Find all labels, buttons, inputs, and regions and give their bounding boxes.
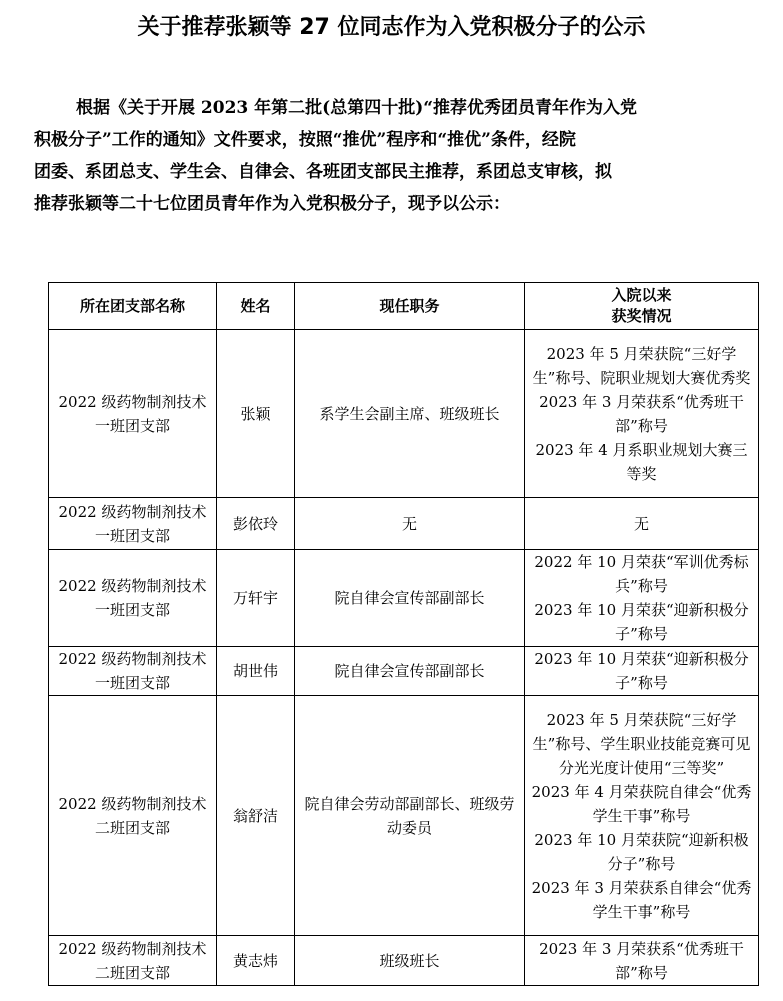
cell-position: 无 — [295, 498, 525, 550]
cell-branch: 2022 级药物制剂技术二班团支部 — [49, 936, 217, 986]
cell-awards — [525, 498, 759, 550]
intro-line: 推荐张颖等二十七位团员青年作为入党积极分子，现予以公示： — [34, 194, 510, 214]
cell-name: 胡世伟 — [217, 647, 295, 696]
table-header-row — [49, 283, 759, 330]
cell-position: 系学生会副主席、班级班长 — [295, 330, 525, 498]
cell-name: 彭依玲 — [217, 498, 295, 550]
cell-branch: 2022 级药物制剂技术一班团支部 — [49, 498, 217, 550]
cell-awards — [525, 647, 759, 696]
header-awards-line: 入院以来 — [611, 286, 672, 304]
award-item: 2023 年 5 月荣获院“三好学生”称号、院职业规划大赛优秀奖 — [532, 344, 751, 387]
cell-awards — [525, 330, 759, 498]
header-awards — [525, 283, 759, 330]
award-item: 无 — [633, 514, 649, 533]
cell-position: 院自律会宣传部副部长 — [295, 550, 525, 647]
cell-branch: 2022 级药物制剂技术一班团支部 — [49, 330, 217, 498]
award-item: 2023 年 10 月荣获“迎新积极分子”称号 — [534, 601, 749, 643]
cell-position: 院自律会宣传部副部长 — [295, 647, 525, 696]
table-row — [49, 550, 759, 647]
cell-branch: 2022 级药物制剂技术二班团支部 — [49, 696, 217, 936]
intro-line: 根据《关于开展 2023 年第二批(总第四十批)“推荐优秀团员青年作为入党 — [76, 98, 638, 118]
cell-awards — [525, 936, 759, 986]
table-row — [49, 498, 759, 550]
header-position: 现任职务 — [295, 283, 525, 330]
award-item: 2023 年 10 月荣获“迎新积极分子”称号 — [534, 650, 749, 692]
header-name: 姓名 — [217, 283, 295, 330]
cell-branch: 2022 级药物制剂技术一班团支部 — [49, 647, 217, 696]
table-row — [49, 647, 759, 696]
nominee-table — [48, 282, 759, 986]
cell-name: 张颖 — [217, 330, 295, 498]
table-row — [49, 696, 759, 936]
award-item: 2023 年 3 月荣获系“优秀班干部”称号 — [539, 392, 744, 435]
header-branch: 所在团支部名称 — [49, 283, 217, 330]
cell-name: 翁舒洁 — [217, 696, 295, 936]
intro-paragraph — [34, 92, 764, 220]
award-item: 2023 年 4 月荣获院自律会“优秀学生干事”称号 — [531, 782, 752, 825]
award-item: 2022 年 10 月荣获“军训优秀标兵”称号 — [534, 553, 749, 595]
award-item: 2023 年 4 月系职业规划大赛三等奖 — [535, 440, 748, 483]
award-item: 2023 年 3 月荣获系“优秀班干部”称号 — [539, 939, 744, 982]
cell-position: 班级班长 — [295, 936, 525, 986]
cell-position: 院自律会劳动部副部长、班级劳动委员 — [295, 696, 525, 936]
table-row — [49, 936, 759, 986]
intro-line: 团委、系团总支、学生会、自律会、各班团支部民主推荐，系团总支审核，拟 — [34, 162, 612, 182]
page-title: 关于推荐张颖等 27 位同志作为入党积极分子的公示 — [137, 15, 646, 40]
cell-branch: 2022 级药物制剂技术一班团支部 — [49, 550, 217, 647]
cell-name: 黄志炜 — [217, 936, 295, 986]
award-item: 2023 年 5 月荣获院“三好学生”称号、学生职业技能竞赛可见分光光度计使用“三等奖” — [532, 710, 751, 777]
award-item: 2023 年 10 月荣获院“迎新积极分子”称号 — [534, 830, 749, 873]
table-row — [49, 330, 759, 498]
intro-line: 积极分子”工作的通知》文件要求，按照“推优”程序和“推优”条件，经院 — [34, 130, 576, 150]
cell-awards — [525, 696, 759, 936]
header-awards-line: 获奖情况 — [611, 307, 672, 325]
cell-name: 万轩宇 — [217, 550, 295, 647]
cell-awards — [525, 550, 759, 647]
award-item: 2023 年 3 月荣获系自律会“优秀学生干事”称号 — [531, 878, 752, 921]
